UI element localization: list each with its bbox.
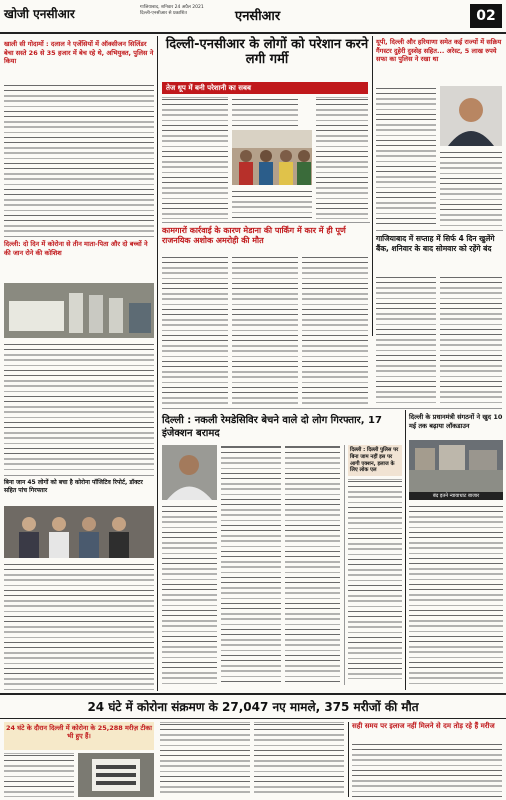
remdesivir-headline: दिल्ली : नकली रेमडेसिविर बेचने वाले दो लोग गिरफ्तार, 17 इंजेक्शन बरामद bbox=[162, 415, 382, 439]
left-lower-body bbox=[4, 562, 154, 692]
divider bbox=[162, 222, 370, 223]
lead-subhead: तेज धूप में बनी परेशानी का सबब bbox=[162, 82, 368, 94]
people-group-image bbox=[4, 506, 154, 558]
right-top-body-col2 bbox=[440, 150, 502, 226]
page-number: 02 bbox=[470, 4, 502, 28]
accused-image bbox=[162, 445, 217, 500]
remdesivir-body-col0 bbox=[162, 504, 217, 685]
bottom-left-body bbox=[4, 753, 74, 797]
bottom-banner-headline: 24 घंटे में कोरोना संक्रमण के 27,047 नए मामले, 375 मरीजों की मौत bbox=[87, 700, 419, 714]
column-rule bbox=[405, 410, 406, 690]
left-mid-photo bbox=[4, 283, 154, 338]
kamagiri-body-col2 bbox=[232, 255, 298, 405]
ghaziabad-headline: गाजियाबाद में सप्ताह में सिर्फ 4 दिन खुलेंगे बैंक, शनिवार के बाद सोमवार को रहेंगे बंद bbox=[376, 234, 495, 253]
masthead-brand: खोजी एनसीआर bbox=[4, 7, 75, 21]
bottom-right-body bbox=[352, 742, 502, 797]
remdesivir-photo bbox=[162, 445, 217, 500]
portrait-image bbox=[440, 86, 502, 146]
market-photo bbox=[409, 440, 503, 492]
divider bbox=[376, 230, 503, 231]
remdesivir-body-col1 bbox=[221, 445, 281, 685]
right-mid-body bbox=[409, 504, 503, 685]
right-top-photo bbox=[440, 86, 502, 146]
stay-home-sign-image bbox=[78, 753, 154, 797]
photo-caption: बंद इतने न्यायाधाट बाजार bbox=[409, 492, 503, 500]
section-title: एनसीआर bbox=[235, 9, 281, 24]
kamagiri-headline: कामगारों कार्रवाई के कारण मेडाना की पार्किंग में कार में ही पूर्ण राजनयिक अशोक अमरोही की मौत bbox=[162, 226, 346, 245]
left-top-headline: खाली सी गोदामों : दलाल ने एजेंसियों में ऑक्सीजन सिलिंडर बेचा सस्ते 26 से 35 हजार में बेच रहे थे, अभियुक्त, पुलिस ने किया bbox=[4, 40, 154, 65]
kamagiri-body-col1 bbox=[162, 255, 228, 405]
inset-box bbox=[344, 445, 402, 685]
left-mid-headline: दिल्ली: दो दिन में कोरोना से तीन माता-पिता और दो बच्चों ने की जान रोने की कोशिश bbox=[4, 240, 148, 257]
masthead-date bbox=[140, 5, 204, 16]
remdesivir-body-col2 bbox=[285, 445, 340, 685]
ambulance-scene-image bbox=[4, 283, 154, 338]
bottom-left-headline: 24 घंटे के दौरान दिल्ली में कोरोना के 25,288 मरीज़ टीका भी हुए हैं। bbox=[6, 724, 152, 740]
bottom-center-body-col1 bbox=[160, 722, 250, 797]
ghaziabad-body-col1 bbox=[376, 275, 436, 405]
lead-body-col3 bbox=[316, 97, 368, 219]
left-mid-body bbox=[4, 342, 154, 472]
column-rule bbox=[372, 36, 373, 336]
left-lower-headline: बिना जान 45 लोगों को बचा है कोरोना पॉजिटिव रिपोर्ट, डॉक्टर सहित पांच गिरफ्तार bbox=[4, 479, 143, 494]
bottom-left-box bbox=[4, 722, 154, 750]
ghaziabad-body-col2 bbox=[440, 275, 502, 405]
lead-photo bbox=[232, 130, 312, 185]
right-top-headline: यूपी, दिल्ली और हरियाणा समेत कई राज्यों में सक्रिय गैंगस्टर दुहेरी दुस्सेह सहित... अरेस्ट, 5 लाख रुपये सफा का पुलिस ने रखा था bbox=[376, 38, 502, 63]
bottom-center-body-col2 bbox=[254, 722, 344, 797]
lead-body-col2 bbox=[232, 97, 298, 127]
closed-market-image bbox=[409, 440, 503, 492]
banner-rule bbox=[0, 718, 506, 719]
divider bbox=[162, 408, 502, 409]
right-top-body-col1 bbox=[376, 86, 436, 226]
column-rule bbox=[157, 36, 158, 691]
lead-body-col1 bbox=[162, 97, 228, 219]
column-rule bbox=[348, 722, 349, 797]
inset-body bbox=[348, 479, 402, 679]
divider bbox=[4, 236, 154, 237]
lead-body-col2b bbox=[232, 189, 312, 219]
kamagiri-body-col3 bbox=[302, 255, 368, 405]
lead-headline: दिल्ली-एनसीआर के लोगों को परेशान करने लगी गर्मी bbox=[165, 37, 369, 67]
stay-home-photo bbox=[78, 753, 154, 797]
right-mid-headline: दिल्ली के प्रधानमंत्री संगठनों ने खुद 10 मई तक बढ़ाया लॉकडाउन bbox=[409, 413, 503, 430]
left-top-body bbox=[4, 83, 154, 233]
banner-rule bbox=[0, 693, 506, 695]
masthead-date-line2: दिल्ली-एनसीआर से प्रकाशित bbox=[140, 10, 187, 16]
crowd-heat-image bbox=[232, 130, 312, 185]
divider bbox=[4, 475, 154, 476]
bottom-right-headline: सही समय पर इलाज नहीं मिलने से दम तोड़ रहे हैं मरीज bbox=[352, 722, 495, 730]
left-lower-photo bbox=[4, 506, 154, 558]
inset-title: दिल्ली : दिल्ली पुलिस पर बिना जाम नहीं इस पर आगी एक्शन, इलाज के लिए लोक एल bbox=[348, 445, 402, 476]
masthead-date-line1: गाजियाबाद, शनिवार 24 अप्रैल 2021 bbox=[140, 5, 204, 10]
